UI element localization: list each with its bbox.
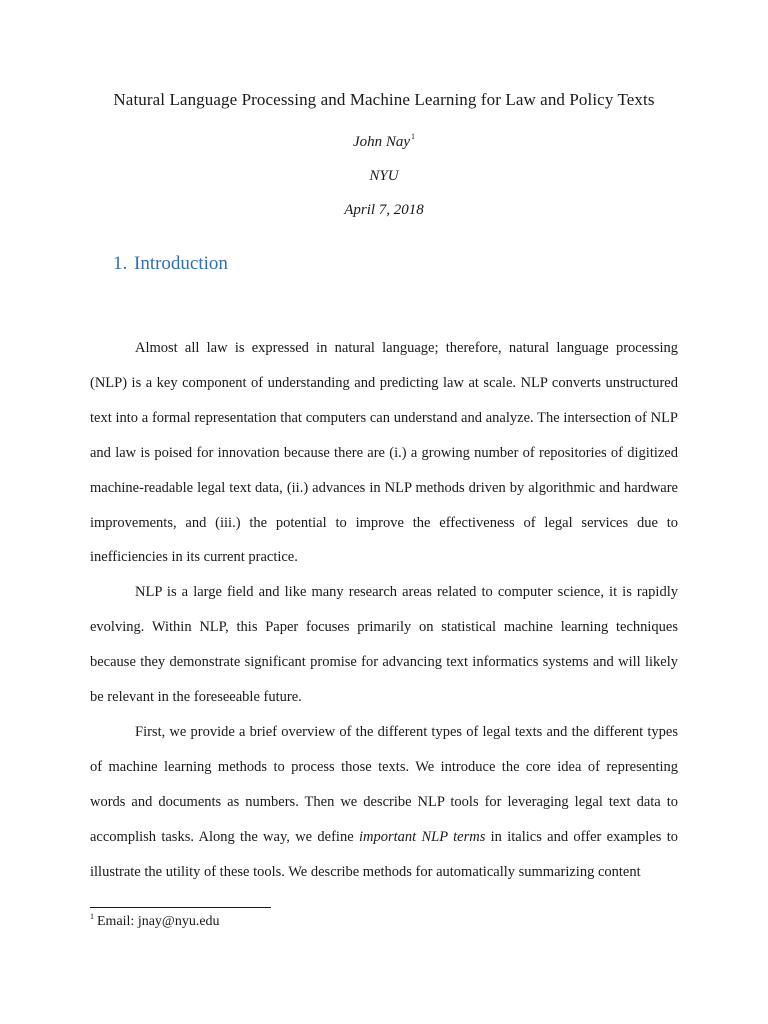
- author-affiliation: NYU: [369, 168, 399, 184]
- paper-date: April 7, 2018: [344, 202, 424, 218]
- author-line: [0, 132, 768, 151]
- footnote-text: Email: jnay@nyu.edu: [97, 914, 220, 929]
- footnote: [90, 912, 220, 930]
- paper-title: Natural Language Processing and Machine Learning for Law and Policy Texts: [113, 90, 655, 109]
- section-heading: [113, 253, 228, 275]
- paragraph-2: NLP is a large field and like many research areas related to computer science, it is rapidly evolving. Within NLP, this Paper focuses primarily on statistical machine learning techniques because they demonstrate significant promise for advancing text informatics systems and will likely be relevant in the foreseeable future.: [90, 584, 678, 706]
- section-number: 1.: [113, 253, 128, 274]
- paragraph-3-text-after: in italics and offer examples to illustrate the utility of these tools. We describe methods for automatically summarizing content: [90, 828, 678, 880]
- paragraph-3-text-before: First, we provide a brief overview of the different types of legal texts and the different types of machine learning methods to process those texts. We introduce the core idea of representing words and documents as numbers. Then we describe NLP tools for leveraging legal text data to accomplish tasks. Along the way, we define: [90, 723, 678, 845]
- section-title: Introduction: [134, 253, 228, 274]
- footnote-marker: 1: [90, 912, 94, 921]
- author-name: John Nay: [352, 134, 411, 150]
- author-footnote-marker: 1: [411, 132, 416, 141]
- body-text: [90, 331, 678, 890]
- paragraph-3-italic-term: important NLP terms: [358, 828, 486, 845]
- footnote-rule: [90, 907, 271, 908]
- paragraph-1: Almost all law is expressed in natural language; therefore, natural language processing (NLP) is a key component of understanding and predicting law at scale. NLP converts unstructured text into a formal representation that computers can understand and analyze. The intersection of NLP and law is poised for innovation because there are (i.) a growing number of repositories of digitized machine-readable legal text data, (ii.) advances in NLP methods driven by algorithmic and hardware improvements, and (iii.) the potential to improve the effectiveness of legal services due to inefficiencies in its current practice.: [90, 340, 678, 566]
- paragraph-3: [90, 715, 678, 890]
